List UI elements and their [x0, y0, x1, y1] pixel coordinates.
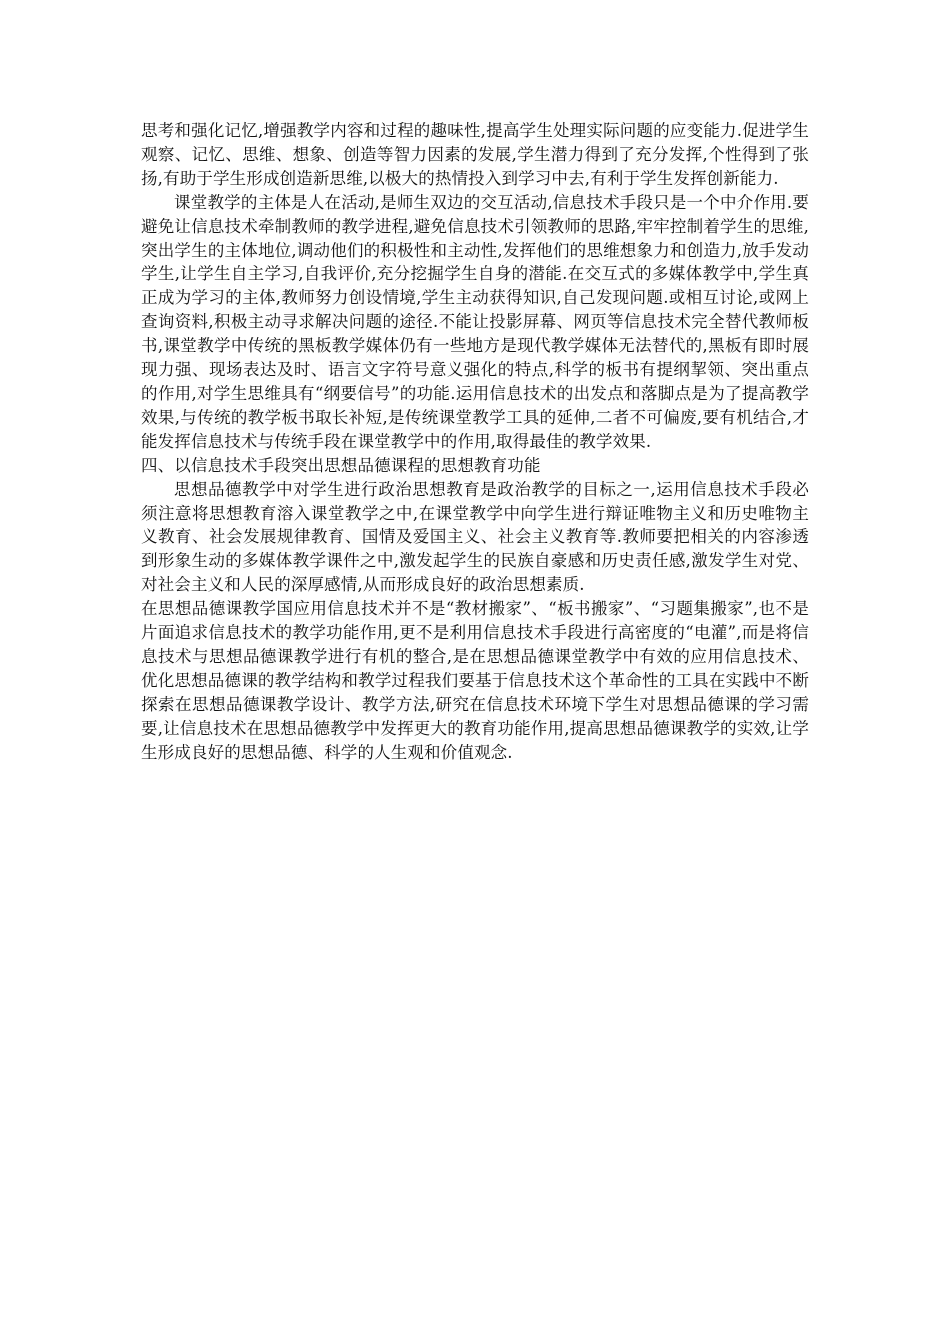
paragraph-intro-continuation: 思考和强化记忆,增强教学内容和过程的趣味性,提高学生处理实际问题的应变能力.促进学生观察、记忆、思维、想象、创造等智力因素的发展,学生潜力得到了充分发挥,个性得到了张扬,有助于学生形成创造新思维,以极大的热情投入到学习中去,有利于学生发挥创新能力. — [141, 121, 809, 188]
paragraph-ideological-education: 思想品德教学中对学生进行政治思想教育是政治教学的目标之一,运用信息技术手段必须注意将思想教育溶入课堂教学之中,在课堂教学中向学生进行辩证唯物主义和历史唯物主义教育、社会发展规律教育、国情及爱国主义、社会主义教育等.教师要把相关的内容渗透到形象生动的多媒体教学课件之中,激发起学生的民族自豪感和历史责任感,激发学生对党、对社会主义和人民的深厚感情,从而形成良好的政治思想素质. — [141, 479, 809, 595]
section-heading-four: 四、以信息技术手段突出思想品德课程的思想教育功能 — [141, 455, 541, 475]
paragraph-teaching-subject: 课堂教学的主体是人在活动,是师生双边的交互活动,信息技术手段只是一个中介作用.要避免让信息技术牵制教师的教学进程,避免信息技术引领教师的思路,牢牢控制着学生的思维,突出学生的主体地位,调动他们的积极性和主动性,发挥他们的思维想象力和创造力,放手发动学生,让学生自主学习,自我评价,充分挖掘学生自身的潜能.在交互式的多媒体教学中,学生真正成为学习的主体,教师努力创设情境,学生主动获得知识,自己发现问题.或相互讨论,或网上查询资料,积极主动寻求解决问题的途径.不能让投影屏幕、网页等信息技术完全替代教师板书,课堂教学中传统的黑板教学媒体仍有一些地方是现代教学媒体无法替代的,黑板有即时展现力强、现场表达及时、语言文字符号意义强化的特点,科学的板书有提纲挈领、突出重点的作用,对学生思维具有“纲要信号”的功能.运用信息技术的出发点和落脚点是为了提高教学效果,与传统的教学板书取长补短,是传统课堂教学工具的延伸,二者不可偏废,要有机结合,才能发挥信息技术与传统手段在课堂教学中的作用,取得最佳的教学效果. — [141, 192, 810, 451]
document-body — [141, 119, 809, 764]
paragraph-conclusion: 在思想品德课教学国应用信息技术并不是“教材搬家”、“板书搬家”、“习题集搬家”,也不是片面追求信息技术的教学功能作用,更不是利用信息技术手段进行高密度的“电灌”,而是将信息技术与思想品德课教学进行有机的整合,是在思想品德课堂教学中有效的应用信息技术、优化思想品德课的教学结构和教学过程我们要基于信息技术这个革命性的工具在实践中不断探索在思想品德课教学设计、教学方法,研究在信息技术环境下学生对思想品德课的学习需要,让信息技术在思想品德教学中发挥更大的教育功能作用,提高思想品德课教学的实效,让学生形成良好的思想品德、科学的人生观和价值观念. — [141, 599, 809, 762]
